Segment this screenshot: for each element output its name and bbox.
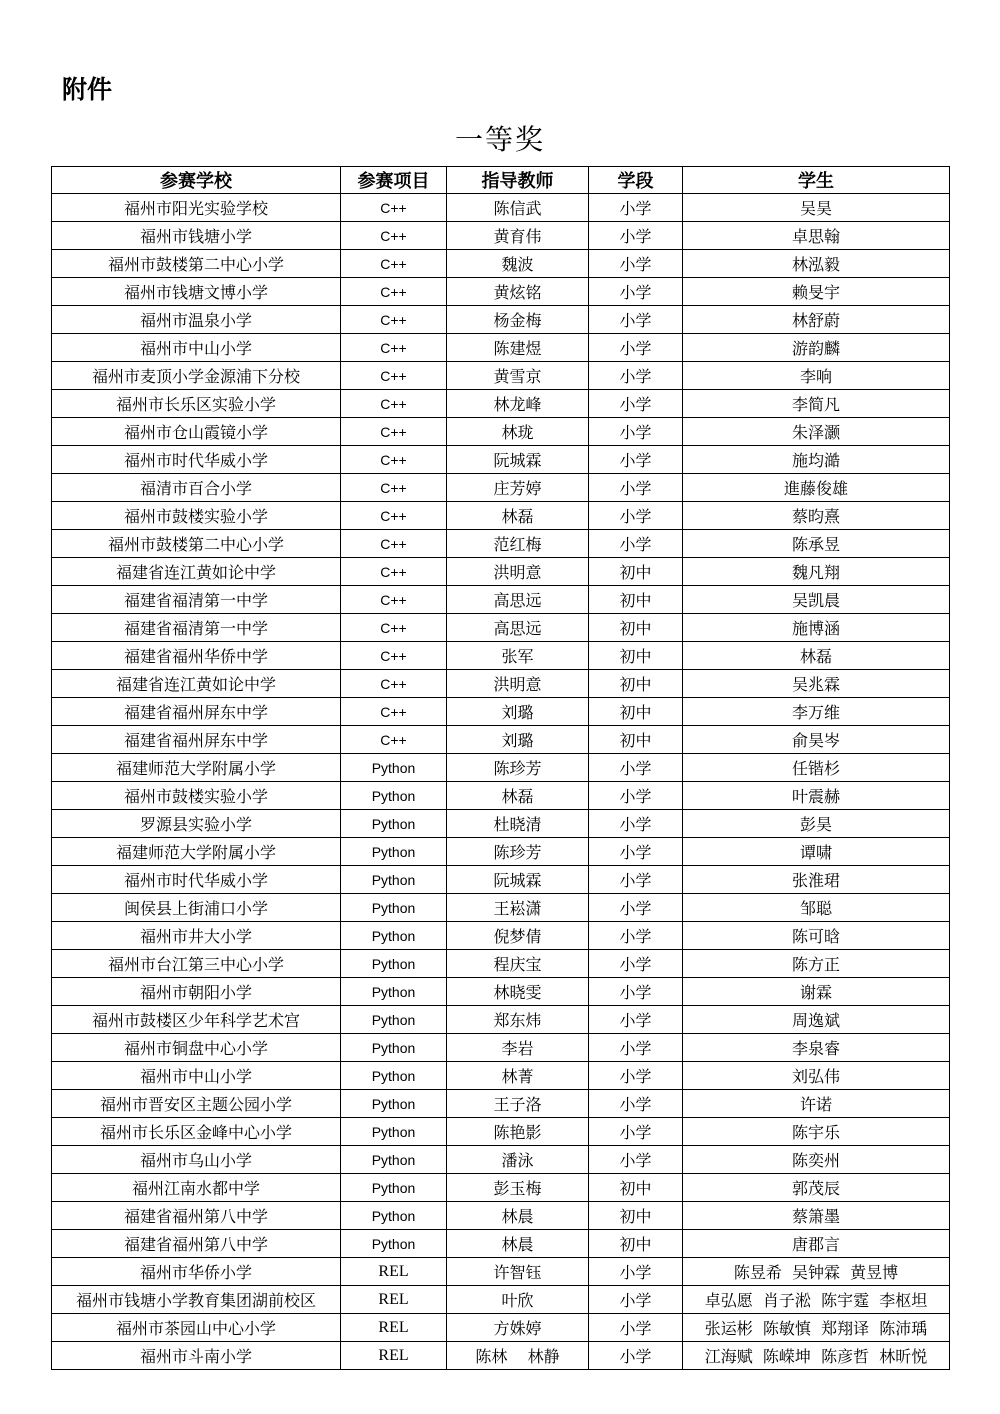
school-cell: 福州市井大小学 [52,922,341,950]
student-cell: 俞昊岑 [683,726,950,754]
table-row [52,922,950,950]
student-cell: 卓弘愿 肖子淞 陈宇霆 李枢坦 [683,1286,950,1314]
project-cell: C++ [341,474,447,502]
school-cell: 福建师范大学附属小学 [52,838,341,866]
level-cell: 初中 [589,614,683,642]
level-cell: 初中 [589,558,683,586]
project-cell: C++ [341,558,447,586]
project-cell: REL [341,1314,447,1342]
teacher-cell: 陈信武 [447,194,589,222]
school-cell: 福建省福州华侨中学 [52,642,341,670]
school-cell: 福州市长乐区实验小学 [52,390,341,418]
teacher-cell: 刘璐 [447,726,589,754]
project-cell: Python [341,754,447,782]
teacher-cell: 林珑 [447,418,589,446]
level-cell: 初中 [589,1174,683,1202]
level-cell: 小学 [589,1062,683,1090]
student-cell: 陈奕州 [683,1146,950,1174]
teacher-cell: 黄育伟 [447,222,589,250]
school-cell: 福州市晋安区主题公园小学 [52,1090,341,1118]
project-cell: C++ [341,642,447,670]
table-row [52,1314,950,1342]
teacher-cell: 魏波 [447,250,589,278]
table-row [52,1342,950,1370]
school-cell: 福州市时代华威小学 [52,866,341,894]
school-cell: 福州市阳光实验学校 [52,194,341,222]
student-cell: 施均澔 [683,446,950,474]
table-row [52,810,950,838]
project-cell: C++ [341,222,447,250]
project-cell: Python [341,1034,447,1062]
project-cell: Python [341,782,447,810]
table-row [52,1090,950,1118]
column-header-level: 学段 [589,167,683,194]
project-cell: C++ [341,278,447,306]
project-cell: Python [341,978,447,1006]
school-cell: 福建省福清第一中学 [52,586,341,614]
table-row [52,222,950,250]
level-cell: 小学 [589,1286,683,1314]
level-cell: 小学 [589,978,683,1006]
project-cell: Python [341,810,447,838]
school-cell: 福州市乌山小学 [52,1146,341,1174]
student-cell: 李万维 [683,698,950,726]
project-cell: REL [341,1258,447,1286]
table-row [52,530,950,558]
level-cell: 小学 [589,334,683,362]
teacher-cell: 林磊 [447,502,589,530]
level-cell: 小学 [589,1090,683,1118]
student-cell: 张运彬 陈敏慎 郑翔译 陈沛瑀 [683,1314,950,1342]
teacher-cell: 倪梦倩 [447,922,589,950]
student-cell: 林泓毅 [683,250,950,278]
project-cell: C++ [341,530,447,558]
level-cell: 小学 [589,474,683,502]
project-cell: C++ [341,306,447,334]
student-cell: 刘弘伟 [683,1062,950,1090]
table-row [52,754,950,782]
level-cell: 小学 [589,1146,683,1174]
level-cell: 小学 [589,866,683,894]
teacher-cell: 林晓雯 [447,978,589,1006]
teacher-cell: 陈珍芳 [447,838,589,866]
level-cell: 小学 [589,1006,683,1034]
table-row [52,1202,950,1230]
level-cell: 小学 [589,1118,683,1146]
student-cell: 卓思翰 [683,222,950,250]
table-row [52,726,950,754]
student-cell: 李响 [683,362,950,390]
teacher-cell: 庄芳婷 [447,474,589,502]
school-cell: 福州市华侨小学 [52,1258,341,1286]
school-cell: 福州市鼓楼实验小学 [52,502,341,530]
teacher-cell: 张军 [447,642,589,670]
project-cell: C++ [341,362,447,390]
table-row [52,1174,950,1202]
column-header-school: 参赛学校 [52,167,341,194]
project-cell: Python [341,1230,447,1258]
level-cell: 小学 [589,502,683,530]
student-cell: 陈昱希 吴钟霖 黄昱博 [683,1258,950,1286]
teacher-cell: 洪明意 [447,558,589,586]
level-cell: 小学 [589,390,683,418]
student-cell: 魏凡翔 [683,558,950,586]
student-cell: 進藤俊雄 [683,474,950,502]
project-cell: C++ [341,418,447,446]
teacher-cell: 高思远 [447,614,589,642]
project-cell: C++ [341,390,447,418]
project-cell: C++ [341,194,447,222]
school-cell: 福州市中山小学 [52,1062,341,1090]
school-cell: 福州市铜盘中心小学 [52,1034,341,1062]
level-cell: 小学 [589,1314,683,1342]
student-cell: 吴兆霖 [683,670,950,698]
level-cell: 初中 [589,1202,683,1230]
table-row [52,614,950,642]
teacher-cell: 杜晓清 [447,810,589,838]
table-row [52,950,950,978]
school-cell: 福州江南水都中学 [52,1174,341,1202]
teacher-cell: 林菁 [447,1062,589,1090]
school-cell: 福州市时代华威小学 [52,446,341,474]
student-cell: 许诺 [683,1090,950,1118]
teacher-cell: 林晨 [447,1230,589,1258]
school-cell: 福州市朝阳小学 [52,978,341,1006]
teacher-cell: 林晨 [447,1202,589,1230]
project-cell: Python [341,922,447,950]
school-cell: 福州市鼓楼区少年科学艺术宫 [52,1006,341,1034]
student-cell: 张淮珺 [683,866,950,894]
school-cell: 福州市鼓楼实验小学 [52,782,341,810]
project-cell: C++ [341,250,447,278]
school-cell: 福建师范大学附属小学 [52,754,341,782]
project-cell: C++ [341,726,447,754]
level-cell: 小学 [589,250,683,278]
school-cell: 福建省福州第八中学 [52,1230,341,1258]
project-cell: Python [341,1146,447,1174]
table-row [52,362,950,390]
school-cell: 闽侯县上街浦口小学 [52,894,341,922]
student-cell: 施博涵 [683,614,950,642]
school-cell: 福清市百合小学 [52,474,341,502]
teacher-cell: 林龙峰 [447,390,589,418]
table-row [52,1230,950,1258]
school-cell: 福建省福清第一中学 [52,614,341,642]
student-cell: 蔡昀熹 [683,502,950,530]
teacher-cell: 许智钰 [447,1258,589,1286]
level-cell: 小学 [589,894,683,922]
student-cell: 林磊 [683,642,950,670]
level-cell: 小学 [589,530,683,558]
student-cell: 吴凯晨 [683,586,950,614]
table-row [52,670,950,698]
project-cell: Python [341,950,447,978]
column-header-project: 参赛项目 [341,167,447,194]
teacher-cell: 阮城霖 [447,866,589,894]
school-cell: 福建省福州屏东中学 [52,698,341,726]
teacher-cell: 范红梅 [447,530,589,558]
level-cell: 小学 [589,1342,683,1370]
school-cell: 福州市仓山霞镜小学 [52,418,341,446]
level-cell: 初中 [589,670,683,698]
table-row [52,978,950,1006]
teacher-cell: 黄雪京 [447,362,589,390]
level-cell: 小学 [589,278,683,306]
table-row [52,866,950,894]
project-cell: Python [341,1062,447,1090]
project-cell: C++ [341,614,447,642]
teacher-cell: 陈建煜 [447,334,589,362]
table-row [52,586,950,614]
student-cell: 赖旻宇 [683,278,950,306]
teacher-cell: 王子洛 [447,1090,589,1118]
student-cell: 陈可晗 [683,922,950,950]
project-cell: Python [341,1090,447,1118]
table-row [52,1118,950,1146]
table-row [52,194,950,222]
table-row [52,1258,950,1286]
table-row [52,306,950,334]
level-cell: 初中 [589,586,683,614]
project-cell: C++ [341,670,447,698]
level-cell: 初中 [589,642,683,670]
level-cell: 小学 [589,306,683,334]
student-cell: 朱泽灏 [683,418,950,446]
school-cell: 福州市钱塘文博小学 [52,278,341,306]
table-row [52,502,950,530]
table-row [52,278,950,306]
table-row [52,782,950,810]
student-cell: 李泉睿 [683,1034,950,1062]
school-cell: 福州市鼓楼第二中心小学 [52,530,341,558]
level-cell: 小学 [589,222,683,250]
level-cell: 小学 [589,362,683,390]
teacher-cell: 彭玉梅 [447,1174,589,1202]
attachment-label: 附件 [62,75,113,104]
level-cell: 小学 [589,754,683,782]
teacher-cell: 陈艳影 [447,1118,589,1146]
column-header-teacher: 指导教师 [447,167,589,194]
column-header-student: 学生 [683,167,950,194]
student-cell: 江海赋 陈嵘坤 陈彦哲 林昕悦 [683,1342,950,1370]
level-cell: 小学 [589,446,683,474]
student-cell: 邹聪 [683,894,950,922]
level-cell: 初中 [589,726,683,754]
table-row [52,1034,950,1062]
table-row [52,838,950,866]
teacher-cell: 方姝婷 [447,1314,589,1342]
project-cell: Python [341,1118,447,1146]
teacher-cell: 郑东炜 [447,1006,589,1034]
project-cell: Python [341,1174,447,1202]
table-row [52,1062,950,1090]
student-cell: 周逸斌 [683,1006,950,1034]
level-cell: 小学 [589,418,683,446]
school-cell: 福建省连江黄如论中学 [52,670,341,698]
student-cell: 陈宇乐 [683,1118,950,1146]
teacher-cell: 叶欣 [447,1286,589,1314]
school-cell: 福州市温泉小学 [52,306,341,334]
level-cell: 初中 [589,698,683,726]
school-cell: 福州市鼓楼第二中心小学 [52,250,341,278]
table-row [52,1006,950,1034]
school-cell: 福州市钱塘小学 [52,222,341,250]
student-cell: 李简凡 [683,390,950,418]
school-cell: 福州市茶园山中心小学 [52,1314,341,1342]
level-cell: 小学 [589,1258,683,1286]
teacher-cell: 陈林 林静 [447,1342,589,1370]
school-cell: 福州市麦顶小学金源浦下分校 [52,362,341,390]
teacher-cell: 李岩 [447,1034,589,1062]
school-cell: 福建省连江黄如论中学 [52,558,341,586]
student-cell: 谢霖 [683,978,950,1006]
school-cell: 福州市长乐区金峰中心小学 [52,1118,341,1146]
teacher-cell: 潘泳 [447,1146,589,1174]
teacher-cell: 王崧潇 [447,894,589,922]
project-cell: C++ [341,502,447,530]
student-cell: 吴昊 [683,194,950,222]
student-cell: 蔡箫墨 [683,1202,950,1230]
table-row [52,894,950,922]
table-row [52,334,950,362]
project-cell: C++ [341,586,447,614]
teacher-cell: 刘璐 [447,698,589,726]
level-cell: 小学 [589,950,683,978]
teacher-cell: 杨金梅 [447,306,589,334]
table-row [52,1286,950,1314]
project-cell: Python [341,866,447,894]
school-cell: 福建省福州屏东中学 [52,726,341,754]
project-cell: C++ [341,698,447,726]
project-cell: C++ [341,334,447,362]
level-cell: 小学 [589,810,683,838]
teacher-cell: 洪明意 [447,670,589,698]
school-cell: 福建省福州第八中学 [52,1202,341,1230]
student-cell: 游韵麟 [683,334,950,362]
teacher-cell: 阮城霖 [447,446,589,474]
level-cell: 小学 [589,838,683,866]
table-row [52,418,950,446]
project-cell: Python [341,1202,447,1230]
student-cell: 陈承昱 [683,530,950,558]
student-cell: 林舒蔚 [683,306,950,334]
student-cell: 郭茂辰 [683,1174,950,1202]
teacher-cell: 林磊 [447,782,589,810]
student-cell: 谭啸 [683,838,950,866]
student-cell: 陈方正 [683,950,950,978]
teacher-cell: 黄炫铭 [447,278,589,306]
table-row [52,558,950,586]
table-row [52,1146,950,1174]
school-cell: 福州市斗南小学 [52,1342,341,1370]
table-row [52,390,950,418]
school-cell: 福州市钱塘小学教育集团湖前校区 [52,1286,341,1314]
level-cell: 小学 [589,194,683,222]
project-cell: REL [341,1286,447,1314]
table-row [52,474,950,502]
page-title: 一等奖 [454,123,545,156]
school-cell: 罗源县实验小学 [52,810,341,838]
project-cell: C++ [341,446,447,474]
project-cell: REL [341,1342,447,1370]
project-cell: Python [341,894,447,922]
teacher-cell: 程庆宝 [447,950,589,978]
student-cell: 彭昊 [683,810,950,838]
level-cell: 小学 [589,922,683,950]
teacher-cell: 高思远 [447,586,589,614]
student-cell: 任锴杉 [683,754,950,782]
table-header-row [52,167,950,194]
table-body [52,194,950,1370]
table-row [52,698,950,726]
table-row [52,642,950,670]
student-cell: 唐郡言 [683,1230,950,1258]
table-row [52,446,950,474]
award-table [51,166,950,1370]
student-cell: 叶震赫 [683,782,950,810]
project-cell: Python [341,838,447,866]
teacher-cell: 陈珍芳 [447,754,589,782]
project-cell: Python [341,1006,447,1034]
table-row [52,250,950,278]
level-cell: 初中 [589,1230,683,1258]
level-cell: 小学 [589,782,683,810]
school-cell: 福州市中山小学 [52,334,341,362]
level-cell: 小学 [589,1034,683,1062]
school-cell: 福州市台江第三中心小学 [52,950,341,978]
